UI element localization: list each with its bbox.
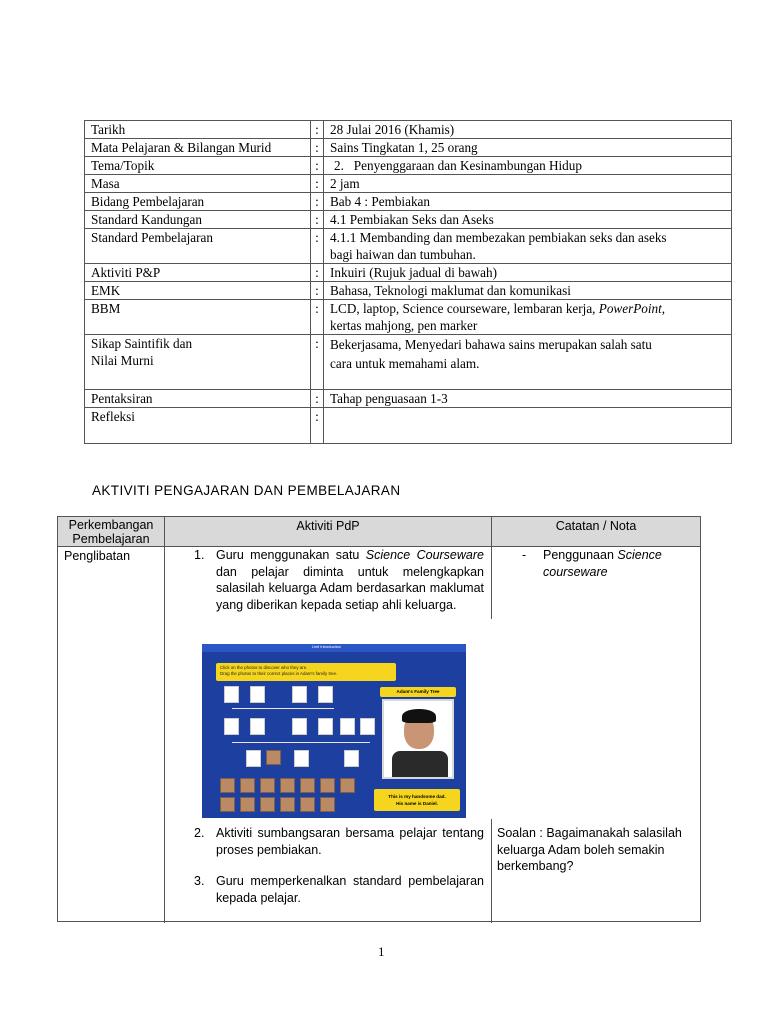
photo-thumbnail[interactable]: [300, 778, 315, 793]
row-value: [324, 335, 732, 390]
row-colon: :: [311, 175, 324, 193]
row-value: Inkuiri (Rujuk jadual di bawah): [324, 264, 732, 282]
item-text: Guru menggunakan satu: [216, 548, 366, 562]
row-key-line: Nilai Murni: [91, 353, 154, 368]
row-key: Masa: [85, 175, 311, 193]
header-line: Perkembangan: [68, 518, 154, 532]
row-value: 2. Penyenggaraan dan Kesinambungan Hidup: [324, 157, 732, 175]
table-row: [85, 408, 732, 444]
photo-thumbnail[interactable]: [320, 778, 335, 793]
tree-slot[interactable]: [318, 718, 333, 735]
item-number: 1.: [194, 548, 205, 562]
photo-thumbnail[interactable]: [220, 797, 235, 812]
row-colon: :: [311, 121, 324, 139]
row-key: Refleksi: [85, 408, 311, 444]
row-value: 28 Julai 2016 (Khamis): [324, 121, 732, 139]
row-key: Standard Kandungan: [85, 211, 311, 229]
photo-caption: [374, 789, 460, 811]
tree-slot[interactable]: [250, 718, 265, 735]
table-row: [85, 264, 732, 282]
tree-slot[interactable]: [360, 718, 375, 735]
table-row: [85, 211, 732, 229]
row-key: Tema/Topik: [85, 157, 311, 175]
table-row: [85, 282, 732, 300]
instruction-line: Drag the photos to their correct places in Adam's family tree.: [220, 671, 338, 676]
row-value: 2 jam: [324, 175, 732, 193]
row-value-line: 4.1.1 Membanding dan membezakan pembiakan seks dan aseks: [330, 230, 667, 245]
activity-item: [216, 547, 484, 613]
header-perkembangan: [58, 517, 164, 547]
value-text: ,: [661, 301, 666, 316]
header-catatan: Catatan / Nota: [492, 517, 700, 547]
row-key: Aktiviti P&P: [85, 264, 311, 282]
photo-shirt: [392, 751, 448, 777]
header-line: Pembelajaran: [72, 532, 150, 546]
row-value: [324, 229, 732, 264]
row-value: Bahasa, Teknologi maklumat dan komunikasi: [324, 282, 732, 300]
note-emphasis: Science courseware: [543, 548, 662, 579]
column-divider: [491, 819, 492, 923]
row-key-line: Sikap Saintifik dan: [91, 336, 193, 351]
tree-connector: [232, 708, 334, 709]
photo-thumbnail[interactable]: [260, 778, 275, 793]
row-key: Standard Pembelajaran: [85, 229, 311, 264]
activity-item: Aktiviti sumbangsaran bersama pelajar tentang proses pembiakan.: [216, 826, 484, 857]
table-row: [85, 157, 732, 175]
row-key: Bidang Pembelajaran: [85, 193, 311, 211]
table-row: [85, 229, 732, 264]
header-aktiviti: Aktiviti PdP: [164, 517, 492, 547]
photo-thumbnail[interactable]: [320, 797, 335, 812]
row-colon: :: [311, 390, 324, 408]
tree-slot[interactable]: [292, 718, 307, 735]
instruction-box: [216, 663, 396, 681]
row-colon: :: [311, 139, 324, 157]
family-tree-screenshot: [202, 644, 466, 818]
table-row: [85, 175, 732, 193]
row-colon: :: [311, 211, 324, 229]
row-value-line: [330, 300, 725, 317]
photo-thumbnail[interactable]: [280, 778, 295, 793]
table-row: [85, 300, 732, 335]
row-value-line: bagi haiwan dan tumbuhan.: [330, 247, 476, 262]
photo-thumbnail[interactable]: [240, 797, 255, 812]
column-divider: [164, 517, 165, 923]
note-item: [543, 547, 693, 580]
table-row: [85, 121, 732, 139]
tree-label: Adam's Family Tree: [380, 687, 456, 697]
tree-slot[interactable]: [250, 686, 265, 703]
photo-thumbnail[interactable]: [340, 778, 355, 793]
photo-thumbnail[interactable]: [240, 778, 255, 793]
instruction-line: Click on the photos to discover who they are.: [220, 665, 308, 670]
tree-slot[interactable]: [344, 750, 359, 767]
row-colon: :: [311, 300, 324, 335]
row-key: BBM: [85, 300, 311, 335]
tree-thumb[interactable]: [266, 750, 281, 765]
tree-slot[interactable]: [292, 686, 307, 703]
tree-slot[interactable]: [340, 718, 355, 735]
item-number: 3.: [194, 874, 205, 888]
row-colon: :: [311, 157, 324, 175]
row-value: [324, 300, 732, 335]
row-key: Tarikh: [85, 121, 311, 139]
row-colon: :: [311, 193, 324, 211]
row-colon: :: [311, 264, 324, 282]
table-row: [85, 390, 732, 408]
row-value: Bab 4 : Pembiakan: [324, 193, 732, 211]
dad-photo: [382, 699, 454, 779]
row-colon: :: [311, 408, 324, 444]
row-key: Pentaksiran: [85, 390, 311, 408]
tree-slot[interactable]: [224, 718, 239, 735]
row-colon: :: [311, 229, 324, 264]
row-colon: :: [311, 282, 324, 300]
caption-line: His name is Daniel.: [396, 801, 438, 806]
item-text: dan pelajar diminta untuk melengkapkan salasilah keluarga Adam berdasarkan maklumat yang diberikan kepada setiap ahli keluarga.: [216, 564, 484, 612]
photo-thumbnail[interactable]: [220, 778, 235, 793]
table-row: [85, 139, 732, 157]
row-value: Sains Tingkatan 1, 25 orang: [324, 139, 732, 157]
section-heading: AKTIVITI PENGAJARAN DAN PEMBELAJARAN: [92, 483, 401, 498]
lesson-info-table: [84, 120, 732, 444]
value-text: LCD, laptop, Science courseware, lembaran kerja,: [330, 301, 599, 316]
photo-thumbnail[interactable]: [300, 797, 315, 812]
caption-line: This is my handsome dad.: [388, 794, 446, 799]
note-dash: -: [522, 548, 527, 562]
note-text: Penggunaan: [543, 548, 618, 562]
page-number: 1: [378, 944, 385, 959]
tree-connector: [232, 742, 370, 743]
tree-slot[interactable]: [246, 750, 261, 767]
item-number: 2.: [194, 826, 205, 840]
row-key: EMK: [85, 282, 311, 300]
item-emphasis: Science Courseware: [365, 548, 484, 562]
value-emphasis: PowerPoint: [598, 301, 662, 316]
row-key: [85, 335, 311, 390]
table-row: [85, 193, 732, 211]
row-value-line: cara untuk memahami alam.: [330, 356, 480, 371]
column-divider: [491, 517, 492, 619]
row-value: [324, 408, 732, 444]
row-key: Mata Pelajaran & Bilangan Murid: [85, 139, 311, 157]
photo-hair: [402, 709, 436, 723]
photo-thumbnail[interactable]: [260, 797, 275, 812]
note-question: Soalan : Bagaimanakah salasilah keluarga Adam boleh semakin berkembang?: [497, 826, 682, 873]
row-value: 4.1 Pembiakan Seks dan Aseks: [324, 211, 732, 229]
activity-item: Guru memperkenalkan standard pembelajaran kepada pelajar.: [216, 874, 484, 905]
table-row: [85, 335, 732, 390]
row-value-line: Bekerjasama, Menyedari bahawa sains merupakan salah satu: [330, 337, 652, 352]
row-colon: :: [311, 335, 324, 390]
phase-label: Penglibatan: [64, 549, 131, 563]
row-value: Tahap penguasaan 1-3: [324, 390, 732, 408]
tree-slot[interactable]: [224, 686, 239, 703]
row-value-line: kertas mahjong, pen marker: [330, 318, 478, 333]
screenshot-title: Unit Introduction: [312, 644, 342, 649]
tree-slot[interactable]: [294, 750, 309, 767]
tree-slot[interactable]: [318, 686, 333, 703]
photo-thumbnail[interactable]: [280, 797, 295, 812]
screenshot-title-bar: [202, 644, 466, 652]
